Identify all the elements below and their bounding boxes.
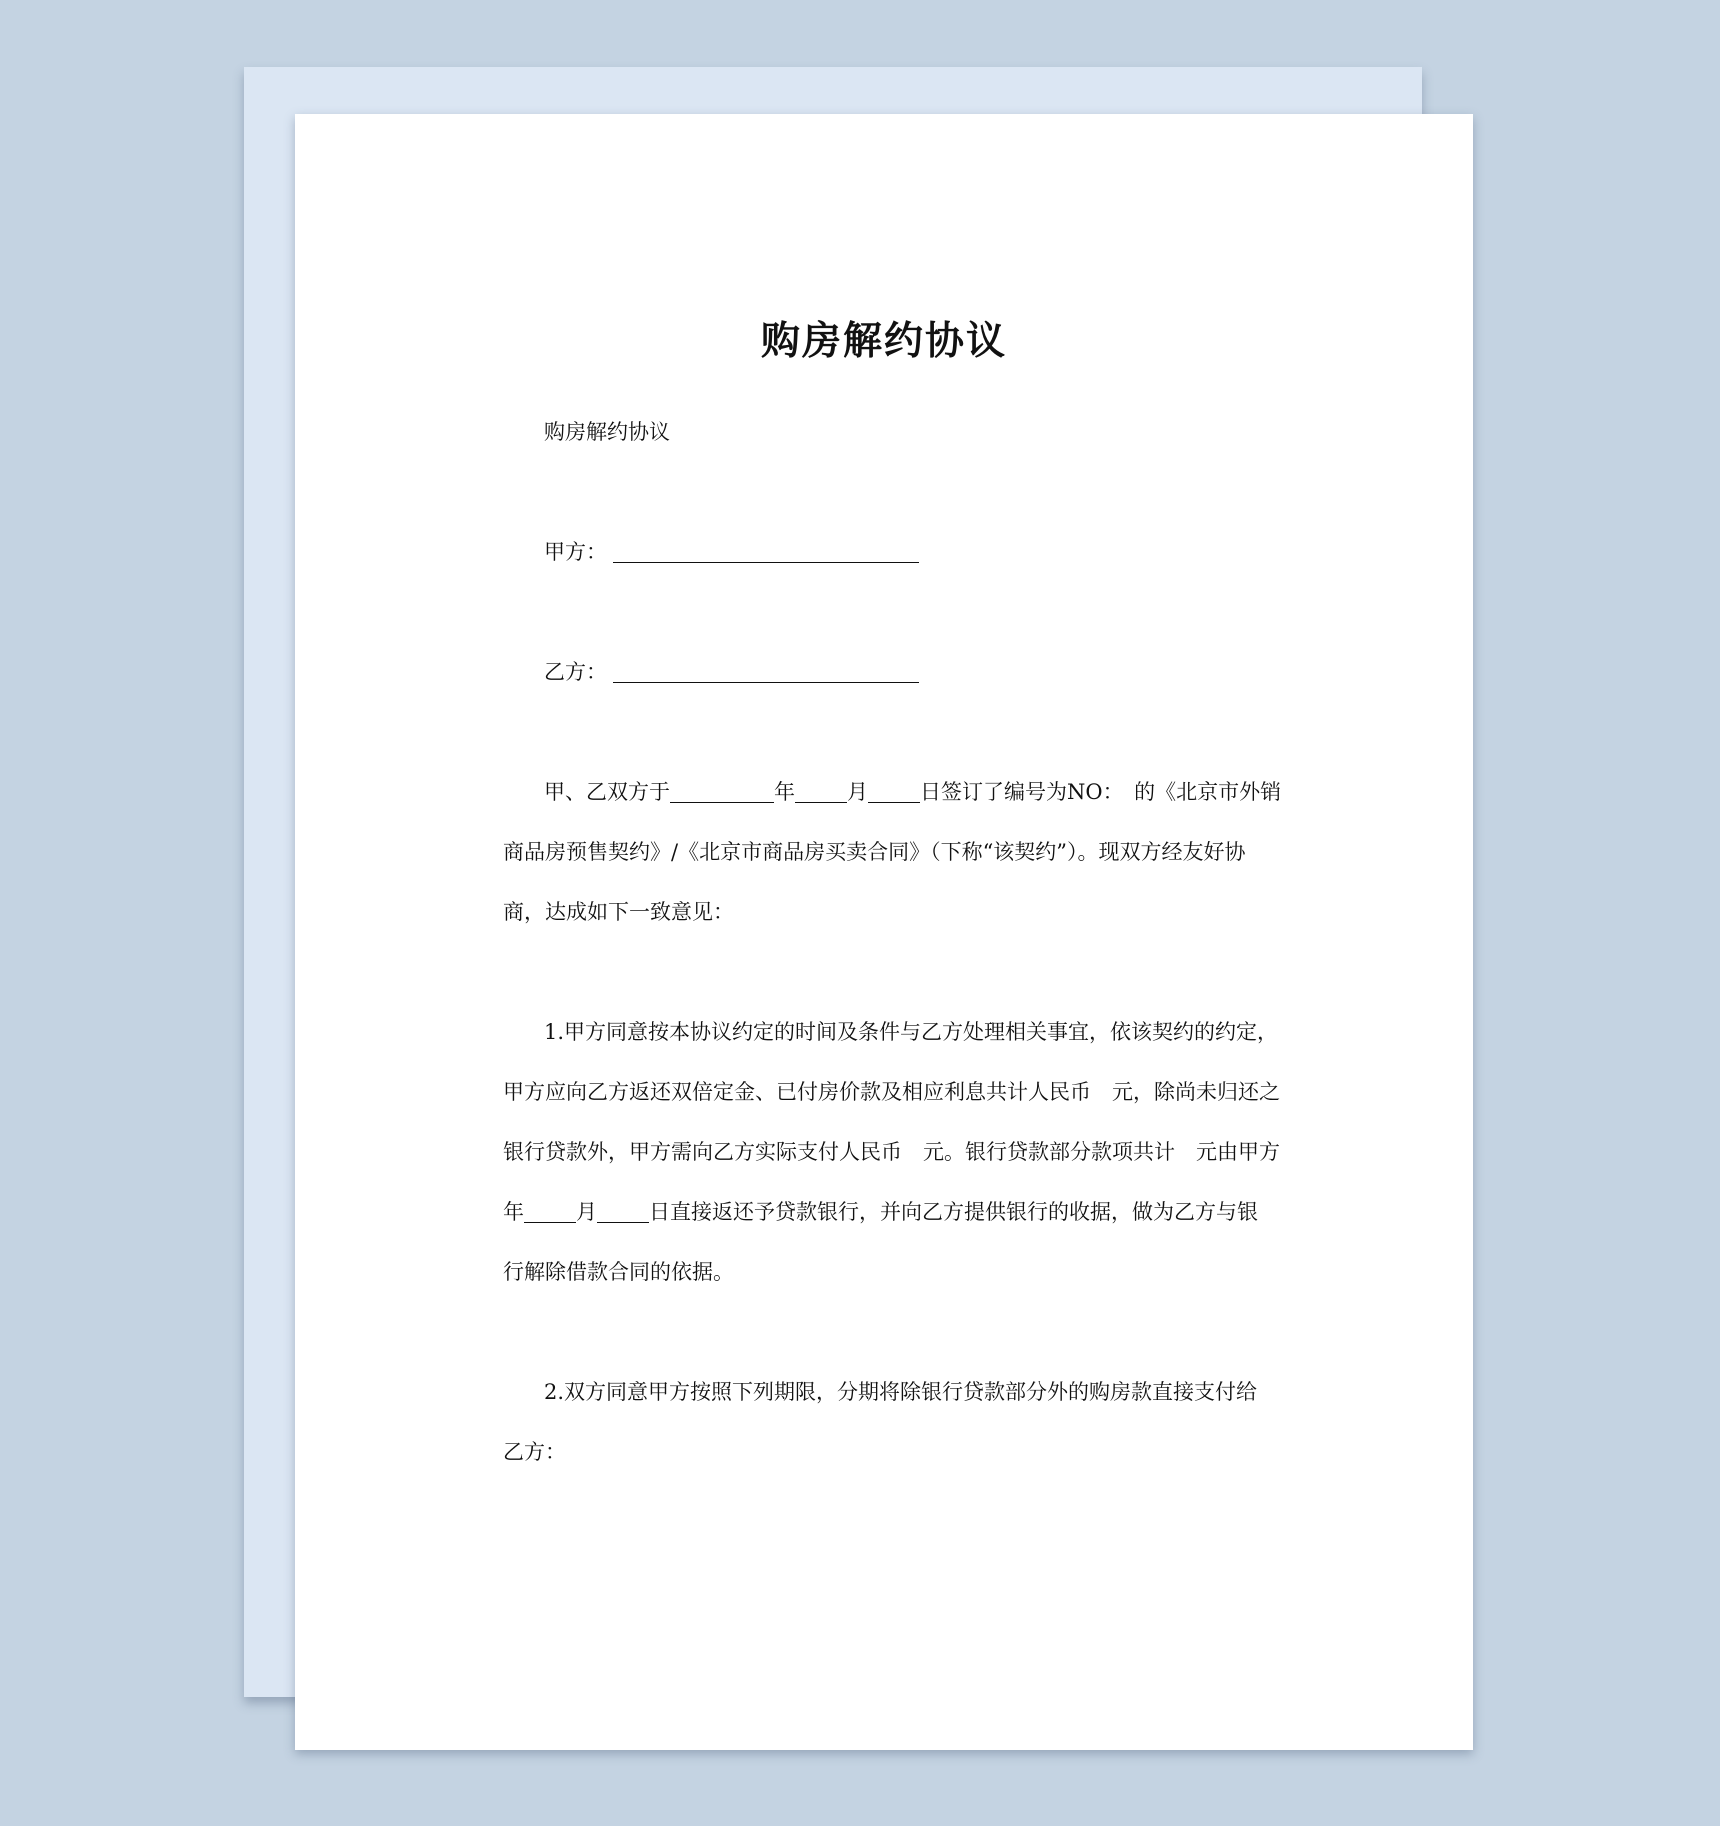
party-a-blank [613,540,919,563]
intro-text: 甲、乙双方于 [544,780,670,804]
date-month-blank [795,780,847,803]
party-b-line [544,657,1324,687]
document-page [295,114,1473,1750]
party-a-line [544,537,1324,567]
date-year-blank [670,780,774,803]
intro-text: 月 [847,780,868,804]
date-day-blank [868,780,920,803]
document-title: 购房解约协议 [760,319,1007,364]
clause1-line-3: 银行贷款外，甲方需向乙方实际支付人民币 元。银行贷款部分款项共计 元由甲方 [503,1140,1280,1164]
clause1-text: 日直接返还予贷款银行，并向乙方提供银行的收据，做为乙方与银 [649,1200,1258,1224]
party-a-label: 甲方： [544,540,607,564]
clause2-line-2: 乙方： [503,1440,566,1464]
clause1-line-1: 1.甲方同意按本协议约定的时间及条件与乙方处理相关事宜，依该契约的约定， [544,1020,1279,1044]
party-b-blank [613,660,919,683]
intro-line-2: 商品房预售契约》/《北京市商品房买卖合同》（下称“该契约”）。现双方经友好协 [503,840,1246,864]
intro-line-3: 商，达成如下一致意见： [503,900,734,924]
document-subtitle: 购房解约协议 [544,420,670,444]
intro-line-1 [544,777,1324,807]
clause1-line-4 [503,1197,1283,1227]
intro-text: 日签订了编号为NO： 的《北京市外销 [920,780,1282,804]
clause1-month-blank [524,1200,576,1223]
intro-text: 年 [774,780,795,804]
clause1-text: 月 [576,1200,597,1224]
clause1-line-2: 甲方应向乙方返还双倍定金、已付房价款及相应利息共计人民币 元，除尚未归还之 [503,1080,1280,1104]
clause1-day-blank [597,1200,649,1223]
party-b-label: 乙方： [544,660,607,684]
clause1-line-5: 行解除借款合同的依据。 [503,1260,734,1284]
clause1-text: 年 [503,1200,524,1224]
clause2-line-1: 2.双方同意甲方按照下列期限，分期将除银行贷款部分外的购房款直接支付给 [544,1380,1258,1404]
